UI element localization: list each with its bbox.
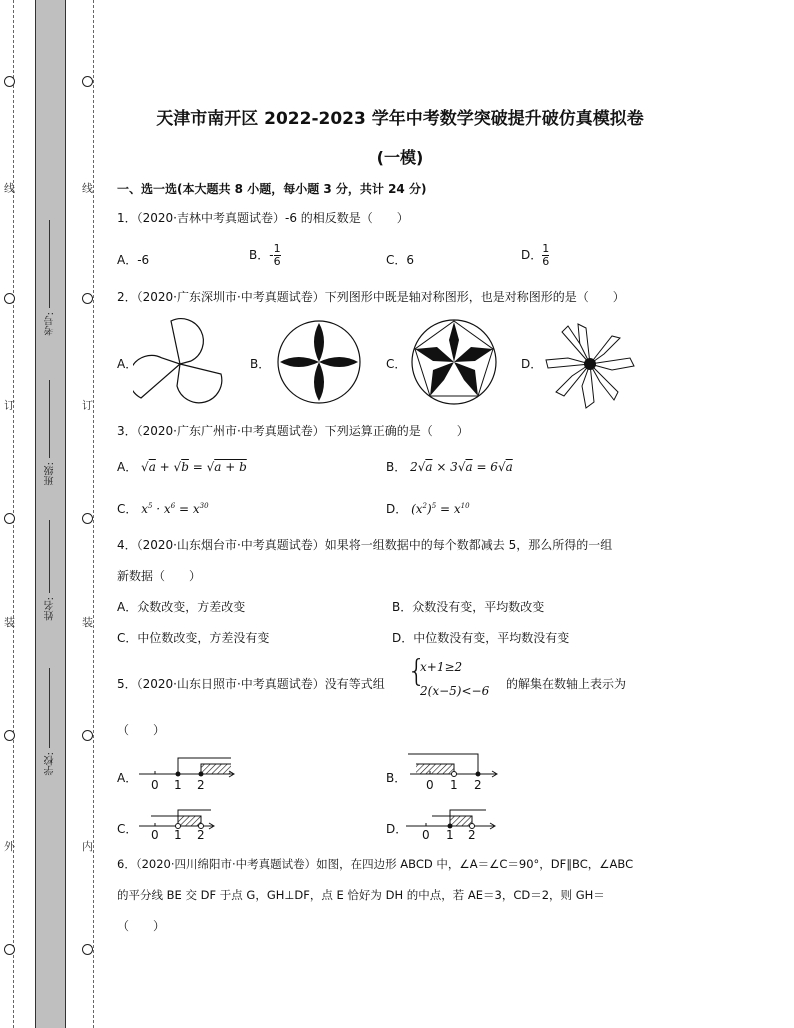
denominator: 6 xyxy=(542,255,550,268)
q5-answer-paren: （ ） xyxy=(117,723,166,737)
q3-option-a[interactable] xyxy=(117,458,247,475)
q6-stem-line3: （ ） xyxy=(117,919,166,933)
punch-hole xyxy=(4,513,15,524)
tick-label-2: 2 xyxy=(197,828,205,842)
system-brace: { xyxy=(407,654,427,689)
tick-label-1: 1 xyxy=(174,778,182,792)
exam-number-label: 考号: xyxy=(45,312,56,336)
tick-label-0: 0 xyxy=(426,778,434,792)
punch-hole xyxy=(4,944,15,955)
section-heading: 一、选一选(本大题共 8 小题，每小题 3 分，共计 24 分) xyxy=(117,182,427,196)
formula-2sqrt-a-times-3sqrt-a: 2√a × 3√a = 6√a xyxy=(410,460,513,474)
q2-stem: 2．（2020·广东深圳市·中考真题试卷）下列图形中既是轴对称图形，也是对称图形的是（ ） xyxy=(117,290,625,304)
punch-hole xyxy=(82,293,93,304)
name-label: 姓名: xyxy=(45,597,56,621)
formula-sqrt-a-plus-sqrt-b: √a + √b = √a + b xyxy=(141,460,247,474)
exam-number-blank[interactable] xyxy=(49,220,50,308)
q5-inequality-1: x+1≥2 xyxy=(420,660,463,674)
tick-label-1: 1 xyxy=(174,828,182,842)
q5-stem-post: 的解集在数轴上表示为 xyxy=(506,677,627,691)
q2-option-b-label: B． xyxy=(250,357,271,371)
q2-option-a-label: A． xyxy=(117,357,138,371)
inner-cut-line xyxy=(93,0,94,1028)
q4-stem-line2: 新数据（ ） xyxy=(117,569,202,583)
numerator: 1 xyxy=(273,242,281,255)
option-sign: - xyxy=(269,248,274,262)
q3-stem: 3．（2020·广东广州市·中考真题试卷）下列运算正确的是（ ） xyxy=(117,424,469,438)
q5-option-a-label: A． xyxy=(117,771,138,785)
q5-option-d-label: D． xyxy=(386,822,408,836)
option-value: 6 xyxy=(406,253,415,267)
class-blank[interactable] xyxy=(49,380,50,458)
option-label: D． xyxy=(521,248,543,262)
q1-option-b[interactable] xyxy=(249,243,281,268)
punch-hole xyxy=(4,293,15,304)
q5-option-c-label: C． xyxy=(117,822,138,836)
option-label: B． xyxy=(386,460,407,474)
margin-char-zhuang: 装 xyxy=(4,616,15,629)
q4-option-c[interactable]: C．中位数改变，方差没有变 xyxy=(117,631,270,645)
tick-label-1: 1 xyxy=(450,778,458,792)
q2-figure-c-star[interactable] xyxy=(410,318,498,406)
option-label: C． xyxy=(386,253,407,267)
q6-stem-line1: 6．（2020·四川绵阳市·中考真题试卷）如图，在四边形 ABCD 中，∠A＝∠C＝90°，DF∥BC，∠ABC xyxy=(117,857,634,871)
option-label: B． xyxy=(249,248,270,262)
q1-option-d[interactable] xyxy=(521,243,549,268)
option-value: -6 xyxy=(137,253,150,267)
formula-x2-pow5: $(x^2)^5 = x^{10}$ xyxy=(411,502,470,516)
punch-hole xyxy=(82,76,93,87)
option-label: D． xyxy=(386,502,408,516)
option-label: A． xyxy=(117,460,138,474)
page-subtitle: (一模) xyxy=(376,148,424,167)
q5-stem-pre: 5．（2020·山东日照市·中考真题试卷）没有等式组 xyxy=(117,677,385,691)
tick-label-2: 2 xyxy=(468,828,476,842)
q2-figure-a-pinwheel[interactable] xyxy=(133,316,228,411)
q1-stem: 1．（2020·吉林中考真题试卷）-6 的相反数是（ ） xyxy=(117,211,409,225)
class-label: 班级: xyxy=(45,462,56,486)
q2-option-d-label: D． xyxy=(521,357,543,371)
school-blank[interactable] xyxy=(49,668,50,748)
tick-label-1: 1 xyxy=(446,828,454,842)
q1-option-c[interactable] xyxy=(386,251,414,268)
q1-option-a[interactable] xyxy=(117,251,149,268)
q4-option-b[interactable]: B．众数没有变，平均数改变 xyxy=(392,600,545,614)
margin-char-ding: 订 xyxy=(4,399,15,412)
page-title: 天津市南开区 2022-2023 学年中考数学突破提升破仿真模拟卷 xyxy=(156,109,644,129)
name-blank[interactable] xyxy=(49,520,50,593)
q5-option-b-label: B． xyxy=(386,771,407,785)
margin-char-wai: 外 xyxy=(4,840,15,853)
option-label: C． xyxy=(117,502,138,516)
tick-label-0: 0 xyxy=(151,828,159,842)
q4-option-d[interactable]: D．中位数没有变，平均数没有变 xyxy=(392,631,570,645)
tick-label-2: 2 xyxy=(474,778,482,792)
punch-hole xyxy=(82,730,93,741)
punch-hole xyxy=(82,513,93,524)
q4-option-a[interactable]: A．众数改变，方差改变 xyxy=(117,600,246,614)
option-label: A． xyxy=(117,253,138,267)
q3-option-d[interactable] xyxy=(386,500,470,517)
q2-option-c-label: C． xyxy=(386,357,407,371)
fraction xyxy=(274,243,281,268)
school-label: 学校: xyxy=(45,752,56,776)
formula-x5-times-x6: $x^5 \cdot x^6 = x^{30}$ xyxy=(141,502,209,516)
tick-label-0: 0 xyxy=(151,778,159,792)
tick-label-2: 2 xyxy=(197,778,205,792)
margin-char-ding: 订 xyxy=(82,399,93,412)
denominator: 6 xyxy=(273,255,281,268)
margin-char-line: 线 xyxy=(4,182,15,195)
q6-stem-line2: 的平分线 BE 交 DF 于点 G，GH⊥DF，点 E 恰好为 DH 的中点，若 AE＝3，CD＝2，则 GH＝ xyxy=(117,888,605,902)
q3-option-b[interactable] xyxy=(386,458,513,475)
margin-char-nei: 内 xyxy=(82,840,93,853)
q5-inequality-2: 2(x−5)<−6 xyxy=(420,684,490,698)
q4-stem-line1: 4．（2020·山东烟台市·中考真题试卷）如果将一组数据中的每个数都减去 5，那么所得的一组 xyxy=(117,538,613,552)
tick-label-0: 0 xyxy=(422,828,430,842)
binding-strip xyxy=(35,0,66,1028)
q2-figure-d-windmill[interactable] xyxy=(542,316,638,412)
punch-hole xyxy=(82,944,93,955)
q3-option-c[interactable] xyxy=(117,500,209,517)
punch-hole xyxy=(4,730,15,741)
q2-figure-b-flower[interactable] xyxy=(276,319,362,405)
punch-hole xyxy=(4,76,15,87)
margin-char-line: 线 xyxy=(82,182,93,195)
fraction xyxy=(542,243,549,268)
margin-char-zhuang: 装 xyxy=(82,616,93,629)
numerator: 1 xyxy=(542,242,550,255)
